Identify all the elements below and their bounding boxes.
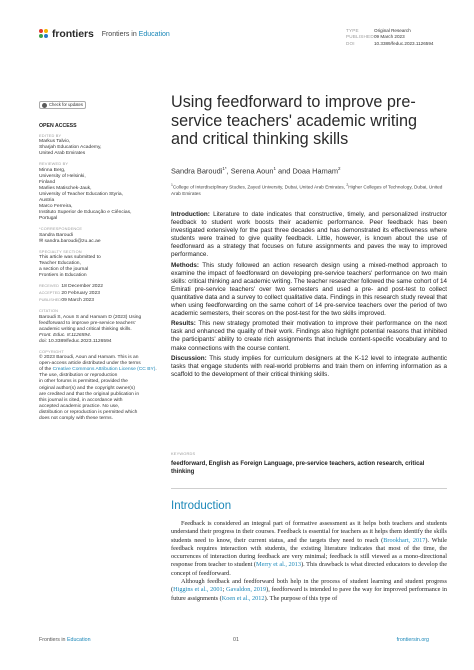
footer-site-link[interactable]: frontiersin.org — [396, 637, 429, 643]
check-for-updates-button[interactable] — [39, 101, 159, 109]
meta-doi: DOI 10.3389/feduc.2023.1126594 — [346, 40, 434, 46]
citation-link[interactable]: Koen et al., 2012 — [221, 594, 265, 602]
keywords: feedforward, English as Foreign Language, pre-service teachers, action research, critical thinking — [171, 461, 425, 475]
date-published: PUBLISHED 09 March 2023 — [39, 297, 94, 304]
introduction-body — [171, 520, 447, 603]
footer-journal[interactable]: Frontiers in Education — [39, 637, 91, 643]
abstract-introduction: Introduction: Literature to date indicates that constructive, timely, and personalized instructor feedback to student work boosts their academic performance. Peer feedback has been investigated extensively for the past three decades and has demonstrated its effectiveness where students were trained to give quality feedback. Little, however, is known about the use of feedforward as a strategy that focuses on future assignments and paves the way to improved performance. — [171, 211, 447, 259]
journal-logo[interactable] — [39, 28, 170, 40]
abstract-results: Results: This new strategy promoted their motivation to improve their performance on the next task and enhanced the quality of their work. Findings also highlight potential reasons that inhibited the participants' ability to create rich assignments that include content-specific vocabulary and to make connections with the course content. — [171, 320, 447, 352]
intro-paragraph: Although feedback and feedforward both help in the process of student learning and student progress (Higgins et al., 2001; Gavaldon, 2019), feedforward is intended to pave the way for improved performance in future assignments (Koen et al., 2012). The purpose of this type of — [171, 578, 447, 602]
citation-link[interactable]: Merry et al., 2013 — [256, 561, 302, 569]
section-divider — [171, 488, 447, 489]
citation-link[interactable]: Gavaldon, 2019 — [226, 586, 267, 594]
intro-paragraph: Feedback is considered an integral part of formative assessment as it helps both teachers and students understand their progress in their courses. Feedback is essential for teachers as it helps them identify the skills students need to know, their current status, and the targets they need to reach (Brookhart, 2017). While feedback requires interaction with students, the existing literature indicates that most of the time, the occurrences of interaction during feedback are very minimal; feedback is still viewed as a mono-directional response from teacher to student (Merry et al., 2013). This drawback is what directed educators to develop the concept of feedforward. — [171, 520, 447, 577]
citation-heading: CITATION — [39, 308, 59, 314]
article-meta — [346, 28, 433, 47]
date-received: RECEIVED 18 December 2022 — [39, 283, 103, 290]
affiliations: $^1$College of Interdisciplinary Studies, Zayed University, Dubai, United Arab Emirates, $^2$Higher Colleges of Technology, Dubai, United Arab Emirates — [171, 183, 443, 196]
update-icon — [42, 103, 47, 108]
reviewed-by: Minna Berg, University of Helsinki, Finland Marlies Matischek-Jauk, University of Teacher Education Styria, Austria Marco Ferreira, Instituto Superior de Educação e Ciências, Portugal — [39, 167, 132, 222]
page-number: 01 — [233, 637, 239, 643]
date-accepted: ACCEPTED 20 February 2023 — [39, 290, 100, 297]
abstract-methods: Methods: This study followed an action research design using a mixed-method approach to examine the impact of feedforward on developing pre-service teachers' performance on two main skills: critical thinking and academic writing. The teacher researcher followed the same cohort of 14 Emirati pre-service teachers' over two semesters and used a pre- and post-test to collect quantitative data and a survey to collect qualitative data. Findings in this research study reveal that when using feedforwarding on the same cohort of 14 pre-service teachers over the period of two academic semesters, their scores on the post-test for the two skills improved. — [171, 261, 447, 317]
brand-name: frontiers — [52, 28, 94, 40]
edited-by-heading: EDITED BY — [39, 133, 62, 139]
correspondence: Sandra Baroudi ✉ sandra.baroudi@zu.ac.ae — [39, 233, 159, 245]
edited-by: Markus Talvio, Sharjah Education Academy, United Arab Emirates — [39, 139, 102, 157]
abstract — [171, 211, 447, 382]
article-title: Using feedforward to improve pre-service teachers' academic writing and critical thinking skills — [171, 93, 417, 149]
correspondence-heading: *CORRESPONDENCE — [39, 226, 83, 232]
check-for-updates-badge[interactable]: Check for updates — [39, 101, 86, 109]
author-name[interactable]: Doaa Hamam — [292, 166, 339, 176]
specialty-section: This article was submitted to Teacher Education, a section of the journal Frontiers in Education — [39, 254, 101, 279]
article-dates — [39, 283, 159, 304]
page-footer — [0, 635, 474, 649]
citation-link[interactable]: Brookhart, 2017 — [383, 536, 426, 544]
author-name[interactable]: Sandra Baroudi — [171, 166, 223, 176]
keywords-heading: KEYWORDS — [171, 451, 196, 456]
citation-link[interactable]: Higgins et al., 2001 — [173, 586, 223, 594]
abstract-discussion: Discussion: This study implies for curriculum designers at the K-12 level to integrate authentic tasks that engage students with real-world problems and train them on inferring information as a scaffold to the development of their critical thinking skills. — [171, 354, 447, 379]
meta-published: PUBLISHED09 March 2023 — [346, 34, 405, 40]
frontiers-logo-icon — [39, 29, 49, 39]
meta-type: TYPE Original Research — [346, 28, 411, 33]
author-list: Sandra Baroudi$^{1*}$, Serena Aoun$^1$ and Doaa Hamam$^2$ — [171, 166, 341, 176]
article-sidebar — [39, 101, 159, 423]
correspondence-email[interactable]: ✉ sandra.baroudi@zu.ac.ae — [39, 238, 101, 244]
author-name[interactable]: Serena Aoun — [230, 166, 274, 176]
page-header — [0, 0, 474, 68]
introduction-heading: Introduction — [171, 500, 232, 512]
copyright: © 2023 Baroudi, Aoun and Hamam. This is an open-access article distributed under the terms of the Creative Commons Attribution License (CC BY). The use, distribution or reproduction in other forums is permitted, provided the original author(s) and the copyright owner(s) are credited and that the original publication in this journal is cited, in accordance with accepted academic practice. No use, distribution or reproduction is permitted which does not comply with these terms. — [39, 355, 157, 422]
specialty-section-heading: SPECIALTY SECTION — [39, 248, 82, 254]
journal-name: Frontiers in Education — [101, 30, 170, 38]
reviewed-by-heading: REVIEWED BY — [39, 161, 69, 167]
cc-by-license-link[interactable]: Creative Commons Attribution License (CC BY) — [52, 367, 156, 373]
citation: Baroudi S, Aoun S and Hamam D (2023) Using feedforward to improve pre-service teachers' academic writing and critical thinking skills. Front. Educ. 8:1126594. doi: 10.3389/feduc.2023.1126594 — [39, 314, 142, 344]
open-access-label: OPEN ACCESS — [39, 123, 77, 129]
copyright-heading: COPYRIGHT — [39, 349, 64, 354]
